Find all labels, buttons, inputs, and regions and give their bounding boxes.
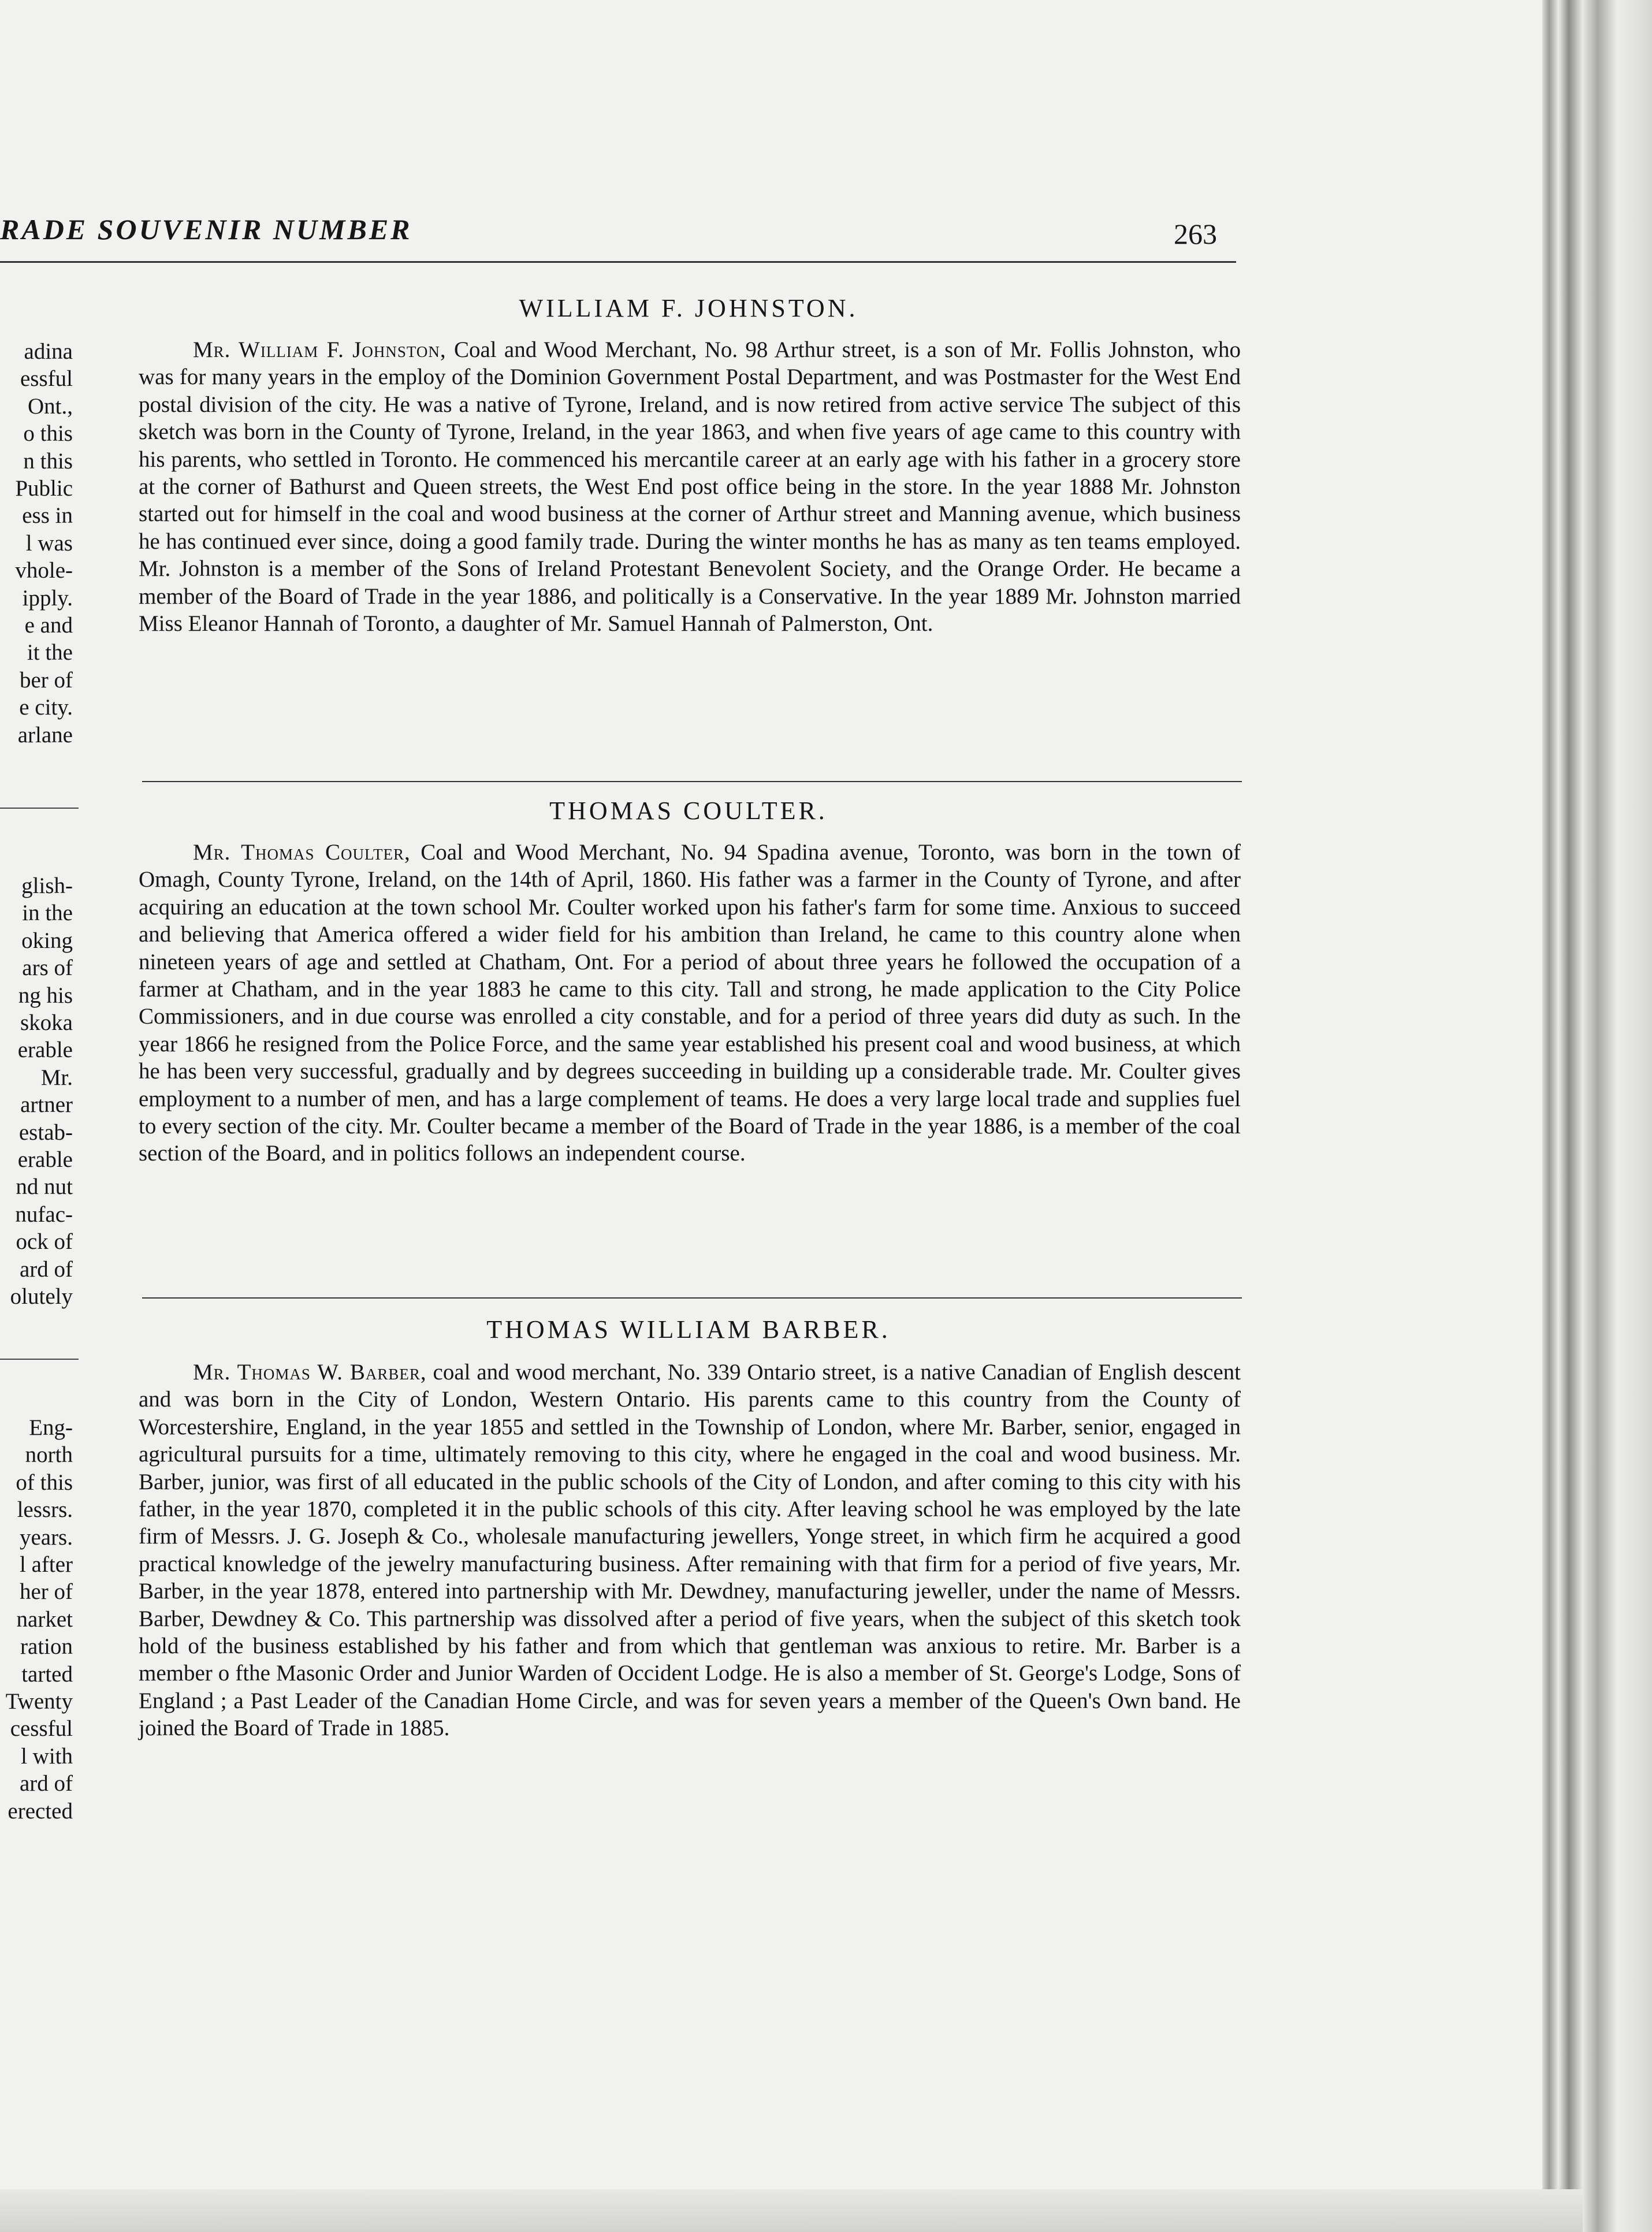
left-fragment-line: artner [20, 1092, 73, 1118]
left-fragment-line: Ont., [28, 393, 73, 419]
left-fragment-line: arlane [17, 722, 73, 747]
section-divider [142, 1297, 1242, 1299]
section-body-barber [139, 1359, 1241, 1742]
left-fragment-line: nufac- [15, 1201, 73, 1227]
left-fragment-line: skoka [20, 1010, 73, 1036]
section-body-coulter [139, 839, 1241, 1167]
section-title-coulter: THOMAS COULTER. [549, 797, 828, 825]
left-fragment-block-2 [0, 872, 73, 1311]
section-divider [142, 781, 1242, 782]
page-number: 263 [1174, 218, 1217, 250]
left-fragment-line: her of [19, 1579, 73, 1605]
left-fragment-line: cessful [10, 1716, 73, 1742]
page-bottom-edge [0, 2189, 1583, 2232]
left-fragment-line: ard of [19, 1256, 73, 1282]
body-text: Coal and Wood Merchant, No. 98 Arthur street, is a son of Mr. Follis Johnston, who was for many years in the employ of the Dominion Government Postal Department, and was Postmaster for the West End postal division of the city. He was a native of Tyrone, Ireland, and is now retired from active service The subject of this sketch was born in the County of Tyrone, Ireland, in the year 1863, and when five years of age came to this country with his parents, who settled in Toronto. He commenced his mercantile career at an early age with his father in a grocery store at the corner of Bathurst and Queen streets, the West End post office being in the store. In the year 1888 Mr. Johnston started out for himself in the coal and wood business at the corner of Arthur street and Manning avenue, which business he has continued ever since, doing a good family trade. During the winter months he has as many as ten teams employed. Mr. Johnston is a member of the Sons of Ireland Protestant Benevolent Society, and the Orange Order. He became a member of the Board of Trade in the year 1886, and politically is a Conservative. In the year 1889 Mr. Johnston married Miss Eleanor Hannah of Toronto, a daughter of Mr. Samuel Hannah of Palmerston, Ont. [139, 337, 1241, 637]
header-rule [0, 261, 1236, 263]
left-fragment-line: ars of [22, 955, 73, 981]
left-column-rule [0, 1359, 79, 1360]
running-header-title: RADE SOUVENIR NUMBER [0, 213, 412, 245]
book-binding-edge [1542, 0, 1652, 2232]
left-fragment-line: e city. [19, 695, 73, 720]
left-fragment-line: o this [23, 421, 73, 447]
section-title-barber: THOMAS WILLIAM BARBER. [486, 1315, 891, 1344]
left-fragment-line: of this [16, 1470, 73, 1495]
left-fragment-line: ess in [22, 503, 73, 529]
left-fragment-line: erable [17, 1147, 73, 1173]
body-text: coal and wood merchant, No. 339 Ontario street, is a native Canadian of English descent and was born in the City of London, Western Ontario. His parents came to this country from the County of Worcestershire, England, in the year 1855 and settled in the Township of London, where Mr. Barber, senior, engaged in agricultural pursuits for a time, ultimately removing to this city, where he engaged in the coal and wood business. Mr. Barber, junior, was first of all educated in the public schools of the City of London, and after coming to this city with his father, in the year 1870, completed it in the public schools of this city. After leaving school he was employed by the late firm of Messrs. J. G. Joseph & Co., wholesale manufacturing jewellers, Yonge street, in which firm he acquired a good practical knowledge of the jewelry manufacturing business. After remaining with that firm for a period of five years, Mr. Barber, in the year 1878, entered into partnership with Mr. Dewdney, manufacturing jeweller, under the name of Messrs. Barber, Dewdney & Co. This partnership was dissolved after a period of five years, when the subject of this sketch took hold of the business established by his father and from which that gentleman was anxious to retire. Mr. Barber is a member o fthe Masonic Order and Junior Warden of Occident Lodge. He is also a member of St. George's Lodge, Sons of England ; a Past Leader of the Canadian Home Circle, and was for seven years a member of the Queen's Own band. He joined the Board of Trade in 1885. [139, 1360, 1241, 1741]
left-fragment-line: l after [19, 1552, 73, 1578]
left-fragment-line: ng his [18, 983, 73, 1008]
left-fragment-line: lessrs. [17, 1497, 73, 1523]
left-fragment-block-1 [0, 338, 73, 749]
left-fragment-line: north [25, 1442, 73, 1468]
left-fragment-block-3 [0, 1414, 73, 1825]
left-fragment-line: ock of [16, 1229, 73, 1255]
left-fragment-line: erected [8, 1798, 73, 1824]
left-fragment-line: Mr. [40, 1065, 73, 1090]
left-fragment-line: olutely [10, 1284, 73, 1310]
body-text: Coal and Wood Merchant, No. 94 Spadina avenue, Toronto, was born in the town of Omagh, County Tyrone, Ireland, on the 14th of April, 1860. His father was a farmer in the County of Tyrone, and after acquiring an education at the town school Mr. Coulter worked upon his father's farm for some time. Anxious to succeed and believing that America offered a wider field for his ambition than Ireland, he came to this country alone when nineteen years of age and settled at Chatham, Ont. For a period of about three years he followed the occupation of a farmer at Chatham, and in the year 1883 he came to this city. Tall and strong, he made application to the City Police Commissioners, and in due course was enrolled a city constable, and for a period of three years did duty as such. In the year 1866 he resigned from the Police Force, and the same year established his present coal and wood business, at which he has been very successful, gradually and by degrees succeeding in building up a considerable trade. Mr. Coulter gives employment to a number of men, and has a large complement of teams. He does a very large local trade and supplies fuel to every section of the city. Mr. Coulter became a member of the Board of Trade in the year 1886, is a member of the coal section of the Board, and in politics follows an independent course. [139, 840, 1241, 1166]
left-fragment-line: erable [17, 1037, 73, 1063]
left-fragment-line: years. [19, 1524, 73, 1550]
left-fragment-line: Eng- [29, 1415, 73, 1440]
left-fragment-line: n this [23, 448, 73, 474]
left-fragment-line: in the [22, 901, 73, 926]
left-fragment-line: tarted [21, 1661, 73, 1687]
lead-name: Mr. Thomas W. Barber, [193, 1360, 427, 1385]
left-fragment-line: Twenty [5, 1689, 73, 1714]
left-fragment-line: l was [25, 530, 73, 556]
lead-name: Mr. William F. Johnston, [193, 337, 447, 362]
left-fragment-line: ard of [19, 1771, 73, 1796]
left-fragment-line: estab- [18, 1119, 73, 1145]
left-fragment-line: ration [20, 1634, 73, 1660]
left-fragment-line: Public [15, 476, 73, 501]
left-fragment-line: nd nut [16, 1174, 73, 1200]
section-title-johnston: WILLIAM F. JOHNSTON. [519, 294, 858, 322]
left-fragment-line: ber of [19, 667, 73, 693]
left-column-rule [0, 808, 79, 809]
left-fragment-line: essful [20, 366, 73, 392]
left-fragment-line: vhole- [15, 558, 73, 583]
left-fragment-line: it the [27, 640, 73, 665]
left-fragment-line: adina [24, 339, 73, 364]
section-body-johnston [139, 336, 1241, 637]
left-fragment-line: l with [21, 1743, 73, 1769]
left-fragment-line: ipply. [22, 585, 73, 611]
left-fragment-line: narket [16, 1606, 73, 1632]
lead-name: Mr. Thomas Coulter, [193, 840, 411, 865]
left-fragment-line: e and [24, 613, 73, 638]
left-fragment-line: oking [21, 928, 73, 953]
left-fragment-line: glish- [21, 873, 73, 898]
